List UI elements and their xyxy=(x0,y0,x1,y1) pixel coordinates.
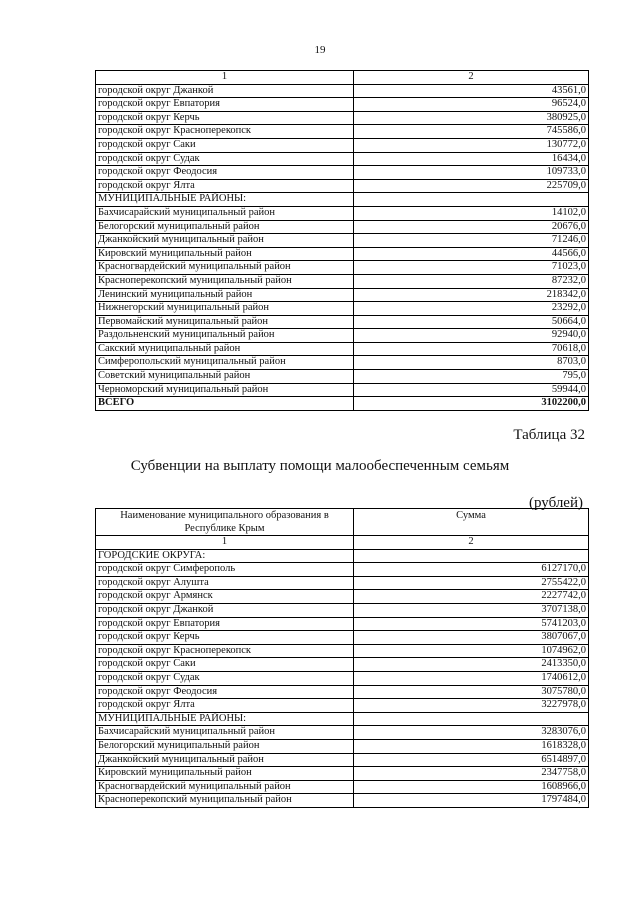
amount-cell: 6514897,0 xyxy=(354,753,589,767)
municipality-name: Советский муниципальный район xyxy=(96,370,354,384)
amount-cell: 3227978,0 xyxy=(354,699,589,713)
municipality-name: городской округ Ялта xyxy=(96,699,354,713)
amount-cell: 1740612,0 xyxy=(354,671,589,685)
table-row xyxy=(96,247,589,261)
municipality-name: городской округ Керчь xyxy=(96,631,354,645)
amount-cell: 2413350,0 xyxy=(354,658,589,672)
table-row xyxy=(96,794,589,808)
column-number-row xyxy=(96,536,589,550)
municipality-name: Черноморский муниципальный район xyxy=(96,383,354,397)
amount-cell: 5741203,0 xyxy=(354,617,589,631)
amount-cell: 87232,0 xyxy=(354,274,589,288)
amount-cell: 50664,0 xyxy=(354,315,589,329)
amount-cell: 16434,0 xyxy=(354,152,589,166)
amount-cell: 795,0 xyxy=(354,370,589,384)
table-row xyxy=(96,288,589,302)
table-row xyxy=(96,315,589,329)
table-31-continuation xyxy=(95,70,589,411)
section-header-row xyxy=(96,549,589,563)
section-title: МУНИЦИПАЛЬНЫЕ РАЙОНЫ: xyxy=(96,712,354,726)
municipality-name: Сакский муниципальный район xyxy=(96,342,354,356)
amount-cell xyxy=(354,193,589,207)
table-row xyxy=(96,84,589,98)
amount-cell: 71246,0 xyxy=(354,234,589,248)
table-row xyxy=(96,261,589,275)
table-row xyxy=(96,220,589,234)
table-row xyxy=(96,370,589,384)
amount-cell: 59944,0 xyxy=(354,383,589,397)
table-title: Субвенции на выплату помощи малообеспеченным семьям xyxy=(130,458,510,474)
amount-cell: 92940,0 xyxy=(354,329,589,343)
amount-cell xyxy=(354,712,589,726)
amount-cell: 3707138,0 xyxy=(354,603,589,617)
table-row xyxy=(96,739,589,753)
header-name-label: Наименование муниципального образования в Республике Крым xyxy=(120,510,329,534)
municipality-name: городской округ Евпатория xyxy=(96,98,354,112)
municipality-name: Белогорский муниципальный район xyxy=(96,220,354,234)
table-label: Таблица 32 xyxy=(513,427,585,443)
municipality-name: городской округ Саки xyxy=(96,658,354,672)
total-label: ВСЕГО xyxy=(96,397,354,411)
municipality-name: городской округ Феодосия xyxy=(96,166,354,180)
table-header-row xyxy=(96,509,589,536)
amount-cell: 43561,0 xyxy=(354,84,589,98)
amount-cell: 2347758,0 xyxy=(354,767,589,781)
column-number-1: 1 xyxy=(96,536,354,550)
municipality-name: Нижнегорский муниципальный район xyxy=(96,302,354,316)
column-number-2: 2 xyxy=(354,71,589,85)
section-title: МУНИЦИПАЛЬНЫЕ РАЙОНЫ: xyxy=(96,193,354,207)
table-row xyxy=(96,342,589,356)
municipality-name: Красногвардейский муниципальный район xyxy=(96,261,354,275)
amount-cell xyxy=(354,549,589,563)
municipality-name: Красноперекопский муниципальный район xyxy=(96,274,354,288)
municipality-name: городской округ Джанкой xyxy=(96,603,354,617)
table-row xyxy=(96,563,589,577)
municipality-name: городской округ Красноперекопск xyxy=(96,125,354,139)
header-sum-column xyxy=(354,509,589,536)
page-number: 19 xyxy=(314,44,326,56)
municipality-name: Кировский муниципальный район xyxy=(96,767,354,781)
table-row xyxy=(96,166,589,180)
column-number-1: 1 xyxy=(96,71,354,85)
amount-cell: 70618,0 xyxy=(354,342,589,356)
amount-cell: 2755422,0 xyxy=(354,576,589,590)
amount-cell: 109733,0 xyxy=(354,166,589,180)
amount-cell: 225709,0 xyxy=(354,179,589,193)
municipality-name: Кировский муниципальный район xyxy=(96,247,354,261)
amount-cell: 3075780,0 xyxy=(354,685,589,699)
table-row xyxy=(96,179,589,193)
municipality-name: городской округ Ялта xyxy=(96,179,354,193)
table-row xyxy=(96,329,589,343)
municipality-name: городской округ Феодосия xyxy=(96,685,354,699)
municipality-name: Раздольненский муниципальный район xyxy=(96,329,354,343)
section-header-row xyxy=(96,712,589,726)
currency-unit: (рублей) xyxy=(528,495,583,511)
municipality-name: городской округ Армянск xyxy=(96,590,354,604)
municipality-name: городской округ Саки xyxy=(96,138,354,152)
table-row xyxy=(96,617,589,631)
municipality-name: городской округ Судак xyxy=(96,152,354,166)
amount-cell: 1608966,0 xyxy=(354,780,589,794)
municipality-name: городской округ Керчь xyxy=(96,111,354,125)
municipality-name: городской округ Судак xyxy=(96,671,354,685)
municipality-name: Красноперекопский муниципальный район xyxy=(96,794,354,808)
table-row xyxy=(96,111,589,125)
municipality-name: Бахчисарайский муниципальный район xyxy=(96,726,354,740)
table-row xyxy=(96,671,589,685)
municipality-name: Джанкойский муниципальный район xyxy=(96,234,354,248)
table-row xyxy=(96,356,589,370)
municipality-name: городской округ Евпатория xyxy=(96,617,354,631)
table-row xyxy=(96,152,589,166)
amount-cell: 380925,0 xyxy=(354,111,589,125)
table-row xyxy=(96,302,589,316)
amount-cell: 1074962,0 xyxy=(354,644,589,658)
table-row xyxy=(96,125,589,139)
table-row xyxy=(96,98,589,112)
amount-cell: 3283076,0 xyxy=(354,726,589,740)
table-row xyxy=(96,767,589,781)
municipality-name: Симферопольский муниципальный район xyxy=(96,356,354,370)
table-row xyxy=(96,576,589,590)
table-row xyxy=(96,658,589,672)
municipality-name: Красногвардейский муниципальный район xyxy=(96,780,354,794)
municipality-name: городской округ Алушта xyxy=(96,576,354,590)
table-row xyxy=(96,699,589,713)
municipality-name: городской округ Красноперекопск xyxy=(96,644,354,658)
table-row xyxy=(96,631,589,645)
table-row xyxy=(96,206,589,220)
table-row xyxy=(96,780,589,794)
municipality-name: Первомайский муниципальный район xyxy=(96,315,354,329)
amount-cell: 1618328,0 xyxy=(354,739,589,753)
municipality-name: Ленинский муниципальный район xyxy=(96,288,354,302)
amount-cell: 44566,0 xyxy=(354,247,589,261)
column-number-2: 2 xyxy=(354,536,589,550)
section-title: ГОРОДСКИЕ ОКРУГА: xyxy=(96,549,354,563)
header-name-column xyxy=(96,509,354,536)
amount-cell: 745586,0 xyxy=(354,125,589,139)
table-row xyxy=(96,383,589,397)
table-row xyxy=(96,726,589,740)
header-sum-label: Сумма xyxy=(456,510,486,521)
table-row xyxy=(96,644,589,658)
table-32 xyxy=(95,508,589,808)
table-row xyxy=(96,138,589,152)
table-row xyxy=(96,603,589,617)
amount-cell: 71023,0 xyxy=(354,261,589,275)
amount-cell: 1797484,0 xyxy=(354,794,589,808)
municipality-name: Джанкойский муниципальный район xyxy=(96,753,354,767)
table-row xyxy=(96,685,589,699)
total-row xyxy=(96,397,589,411)
municipality-name: Бахчисарайский муниципальный район xyxy=(96,206,354,220)
amount-cell: 14102,0 xyxy=(354,206,589,220)
amount-cell: 2227742,0 xyxy=(354,590,589,604)
table-row xyxy=(96,234,589,248)
amount-cell: 23292,0 xyxy=(354,302,589,316)
total-value: 3102200,0 xyxy=(354,397,589,411)
amount-cell: 3807067,0 xyxy=(354,631,589,645)
municipality-name: городской округ Симферополь xyxy=(96,563,354,577)
amount-cell: 218342,0 xyxy=(354,288,589,302)
amount-cell: 6127170,0 xyxy=(354,563,589,577)
table-row xyxy=(96,590,589,604)
column-number-row xyxy=(96,71,589,85)
municipality-name: городской округ Джанкой xyxy=(96,84,354,98)
amount-cell: 96524,0 xyxy=(354,98,589,112)
municipality-name: Белогорский муниципальный район xyxy=(96,739,354,753)
section-header-row xyxy=(96,193,589,207)
amount-cell: 130772,0 xyxy=(354,138,589,152)
table-row xyxy=(96,274,589,288)
amount-cell: 8703,0 xyxy=(354,356,589,370)
amount-cell: 20676,0 xyxy=(354,220,589,234)
table-row xyxy=(96,753,589,767)
